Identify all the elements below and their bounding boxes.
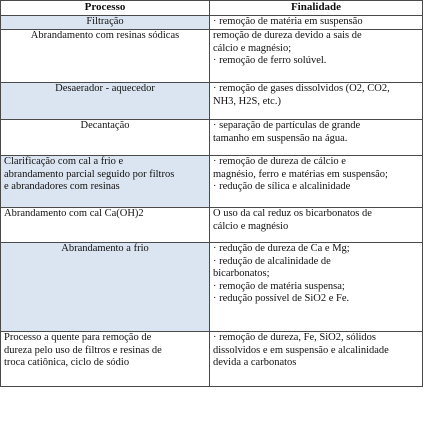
processo-cell — [1, 156, 210, 208]
finalidade-text: · remoção de gases dissolvidos (O2, CO2, — [213, 83, 390, 94]
processo-text: Desaerador - aquecedor — [55, 83, 155, 94]
finalidade-text: · remoção de dureza de cálcio e — [213, 156, 346, 167]
finalidade-text: remoção de dureza devido a sais de — [213, 30, 362, 41]
processo-cell — [1, 243, 210, 332]
table-row — [1, 332, 423, 387]
processo-cell — [1, 208, 210, 243]
processo-text: Clarificação com cal a frio e — [4, 156, 124, 167]
finalidade-text: magnésio, ferro e matérias em suspensão; — [213, 168, 388, 180]
finalidade-text: cálcio e magnésio — [213, 220, 289, 232]
table-row — [1, 156, 423, 208]
table-row — [1, 120, 423, 156]
finalidade-text: · remoção de dureza, Fe, SiO2, sólidos — [213, 332, 377, 343]
processo-text: Filtração — [86, 16, 124, 27]
processo-cell — [1, 332, 210, 387]
processo-text: dureza pelo uso de filtros e resinas de — [4, 344, 162, 356]
table-header — [1, 1, 423, 16]
processo-text: e abrandadores com resinas — [4, 181, 120, 193]
finalidade-text: dissolvidos e em suspensão e alcalinidade — [213, 344, 389, 356]
finalidade-text: NH3, H2S, etc.) — [213, 95, 281, 107]
header-finalidade: Finalidade — [210, 1, 423, 16]
finalidade-text: O uso da cal reduz os bicarbonatos de — [213, 208, 372, 219]
finalidade-cell — [210, 208, 423, 243]
finalidade-text: · separação de partículas de grande — [213, 120, 361, 131]
table-row — [1, 30, 423, 83]
table-body — [1, 16, 423, 387]
table-row — [1, 243, 423, 332]
processo-text: Abrandamento com resinas sódicas — [30, 30, 180, 41]
finalidade-text: · redução de sílica e alcalinidade — [213, 181, 351, 193]
processo-text: Decantação — [80, 120, 130, 131]
processo-text: Abrandamento com cal Ca(OH)2 — [4, 208, 144, 219]
header-processo: Processo — [1, 1, 210, 16]
processo-text: abrandamento parcial seguido por filtros — [4, 168, 175, 180]
processo-text: troca catiônica, ciclo de sódio — [4, 357, 130, 369]
finalidade-text: · redução possível de SiO2 e Fe. — [213, 293, 350, 305]
finalidade-cell — [210, 156, 423, 208]
processo-cell — [1, 83, 210, 120]
finalidade-text: devida a carbonatos — [213, 357, 297, 369]
finalidade-text: bicarbonatos; — [213, 268, 270, 280]
table-row — [1, 208, 423, 243]
finalidade-text: · redução de alcalinidade de — [213, 255, 331, 267]
finalidade-text: cálcio e magnésio; — [213, 42, 292, 54]
processo-cell — [1, 120, 210, 156]
finalidade-cell — [210, 16, 423, 30]
table-row — [1, 83, 423, 120]
processo-text: Abrandamento a frio — [61, 243, 149, 254]
finalidade-cell — [210, 120, 423, 156]
finalidade-cell — [210, 332, 423, 387]
finalidade-text: tamanho em suspensão na água. — [213, 132, 348, 144]
processo-cell — [1, 30, 210, 83]
finalidade-text: · remoção de matéria em suspensão — [213, 16, 363, 27]
finalidade-cell — [210, 83, 423, 120]
processo-text: Processo a quente para remoção de — [4, 332, 152, 343]
header-row — [1, 1, 423, 16]
table-row — [1, 16, 423, 30]
finalidade-text: · redução de dureza de Ca e Mg; — [213, 243, 350, 254]
finalidade-text: · remoção de matéria suspensa; — [213, 280, 345, 292]
finalidade-cell — [210, 30, 423, 83]
finalidade-cell — [210, 243, 423, 332]
processo-cell — [1, 16, 210, 30]
finalidade-text: · remoção de ferro solúvel. — [213, 55, 327, 67]
